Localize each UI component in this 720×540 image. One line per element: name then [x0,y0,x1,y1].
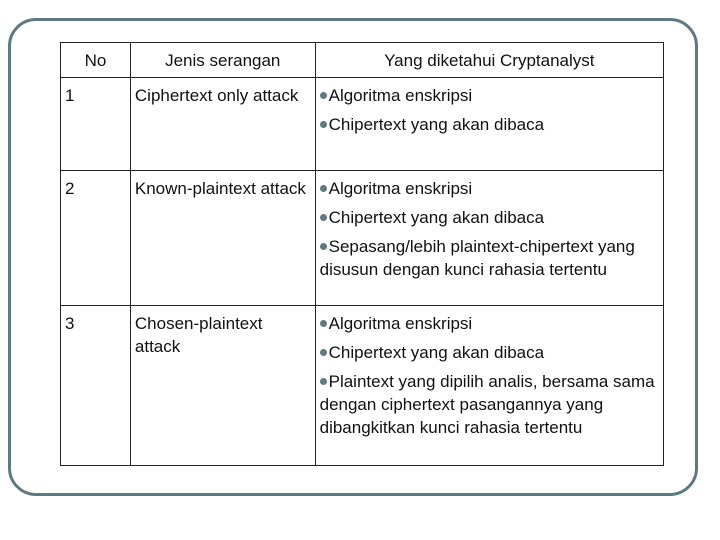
known-item-text: Sepasang/lebih plaintext-chipertext yang disusun dengan kunci rahasia tertentu [319,237,635,279]
bullet-icon [320,378,327,385]
known-items [315,306,663,466]
bullet-icon [320,349,327,356]
row-number: 1 [61,78,131,171]
bullet-icon [320,121,327,128]
header-yang-diketahui: Yang diketahui Cryptanalyst [315,43,663,78]
bullet-icon [320,214,327,221]
known-item [320,370,659,439]
known-item [320,206,659,229]
row-number: 2 [61,171,131,306]
known-item-text: Plaintext yang dipilih analis, bersama sama dengan ciphertext pasangannya yang dibangkitkan kunci rahasia tertentu [319,372,655,437]
known-items [315,171,663,306]
table-row [61,171,664,306]
table-row [61,306,664,466]
known-item-text: Chipertext yang akan dibaca [328,343,545,362]
attack-table [60,42,664,466]
known-item [320,113,659,136]
attack-type: Known-plaintext attack [130,171,315,306]
bullet-icon [320,320,327,327]
attack-type: Chosen-plaintext attack [130,306,315,466]
known-item [320,235,659,281]
known-item-text: Algoritma enskripsi [328,86,473,105]
known-item-text: Chipertext yang akan dibaca [328,115,545,134]
known-item [320,312,659,335]
known-item-text: Algoritma enskripsi [328,179,473,198]
known-item [320,84,659,107]
header-jenis-serangan: Jenis serangan [130,43,315,78]
known-item [320,177,659,200]
attack-type: Ciphertext only attack [130,78,315,171]
known-item [320,341,659,364]
known-item-text: Algoritma enskripsi [328,314,473,333]
row-number: 3 [61,306,131,466]
header-row [61,43,664,78]
known-item-text: Chipertext yang akan dibaca [328,208,545,227]
table-row [61,78,664,171]
header-no: No [61,43,131,78]
bullet-icon [320,92,327,99]
bullet-icon [320,185,327,192]
bullet-icon [320,243,327,250]
known-items [315,78,663,171]
